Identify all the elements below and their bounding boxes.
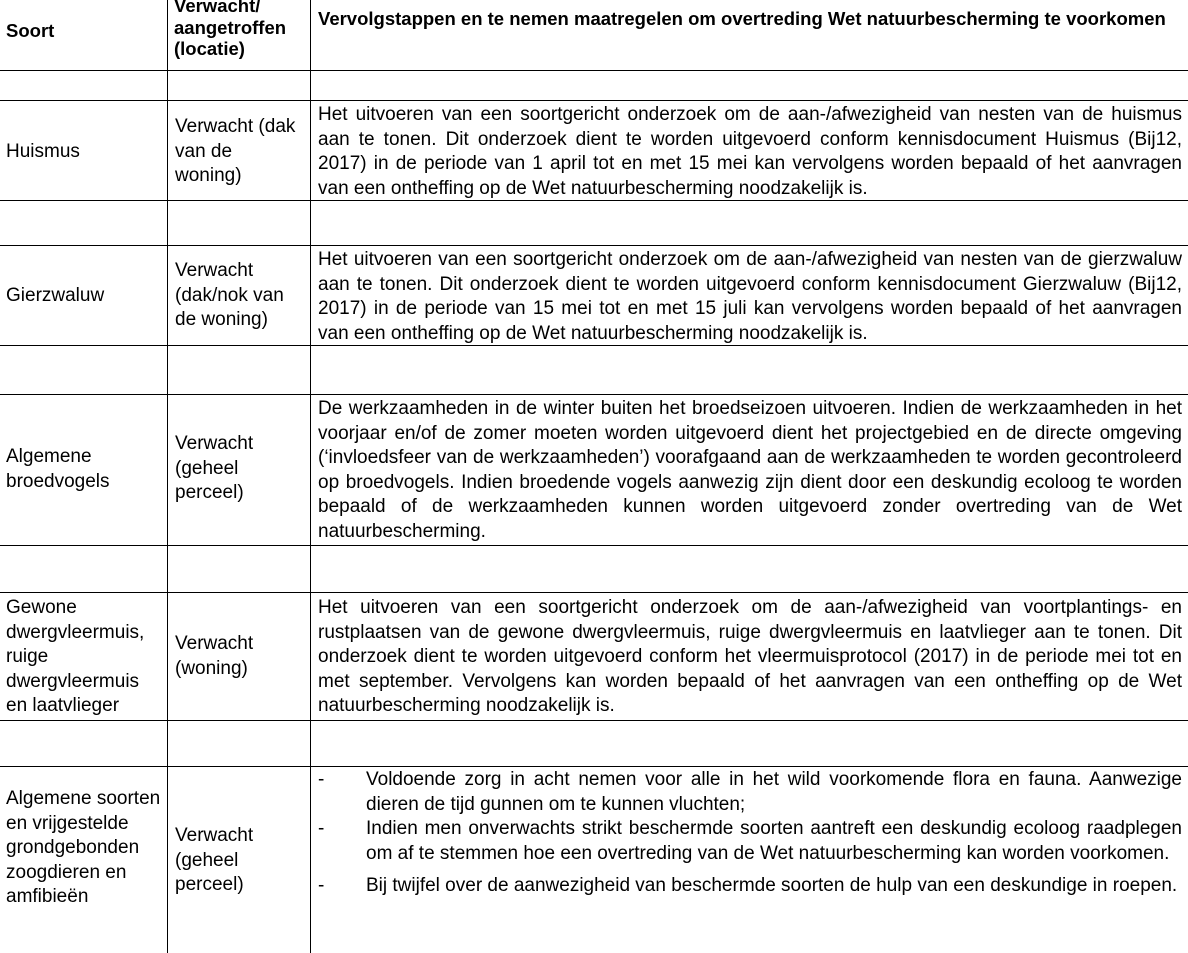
row-divider (0, 766, 1188, 767)
row-maatregel: Het uitvoeren van een soortgericht onderzoek om de aan-/afwezigheid van nesten van de huismus aan te tonen. Dit onderzoek dient te worden uitgevoerd conform kennisdocument Huismus (Bij12, 2017) in de periode van 1 april tot en met 15 mei kan vervolgens worden bepaald of het aanvragen van een ontheffing op de Wet natuurbescherming noodzakelijk is. (318, 104, 1182, 199)
row-divider (0, 592, 1188, 593)
row-locatie: Verwacht (dak van de woning) (175, 116, 296, 186)
row-maatregel: Het uitvoeren van een soortgericht onderzoek om de aan-/afwezigheid van voortplantings- en rustplaatsen van de gewone dwergvleermuis, ruige dwergvleermuis en laatvlieger aan te tonen. Dit onderzoek dient te worden uitgevoerd conform het vleermuisprotocol (2017) in de periode mei tot en met september. Vervolgens kan worden bepaald of het aanvragen van een ontheffing op de Wet natuurbescherming noodzakelijk is. (318, 597, 1182, 716)
header-locatie: Verwacht/ aangetroffen (locatie) (174, 0, 287, 59)
row-locatie: Verwacht (dak/nok van de woning) (175, 260, 284, 330)
row-locatie: Verwacht (geheel perceel) (175, 825, 254, 895)
row-locatie: Verwacht (woning) (175, 633, 254, 679)
row-maatregel: Het uitvoeren van een soortgericht onderzoek om de aan-/afwezigheid van nesten van de gierzwaluw aan te tonen. Dit onderzoek dient te worden uitgevoerd conform kennisdocument Gierzwaluw (Bij12, 2017) in de periode van 15 mei tot en met 15 juli kan vervolgens worden bepaald of het aanvragen van een ontheffing op de Wet natuurbescherming noodzakelijk is. (318, 249, 1182, 344)
list-item: - Voldoende zorg in acht nemen voor alle in het wild voorkomende flora en fauna. Aanwezige dieren de tijd gunnen om te kunnen vluchten; (318, 768, 1182, 817)
header-soort: Soort (6, 20, 55, 41)
row-divider (0, 100, 1188, 101)
row-divider (0, 545, 1188, 546)
column-divider (310, 0, 311, 953)
row-maatregel: De werkzaamheden in de winter buiten het broedseizoen uitvoeren. Indien de werkzaamheden in het voorjaar en/of de zomer moeten worden uitgevoerd dient het projectgebied en de directe omgeving (‘invloedsfeer van de werkzaamheden’) voorafgaand aan de werkzaamheden te worden gecontroleerd op broedvogels. Indien broedende vogels aanwezig zijn dient door een deskundig ecoloog te worden bepaald of de werkzaamheden kunnen worden uitgevoerd zonder overtreding van de Wet natuurbescherming. (318, 398, 1182, 542)
list-item: - Indien men onverwachts strikt beschermde soorten aantreft een deskundig ecoloog raadplegen om af te stemmen hoe een overtreding van de Wet natuurbescherming kan worden voorkomen. (318, 817, 1182, 866)
measures-list (318, 768, 1182, 900)
row-soort: Gewone dwergvleermuis, ruige dwergvleermuis en laatvlieger (6, 597, 145, 716)
row-divider (0, 70, 1188, 71)
row-soort: Gierzwaluw (6, 285, 105, 306)
row-soort: Algemene soorten en vrijgestelde grondgebonden zoogdieren en amfibieën (6, 788, 161, 907)
row-divider (0, 394, 1188, 395)
header-maatregelen: Vervolgstappen en te nemen maatregelen om overtreding Wet natuurbescherming te voorkomen (318, 8, 1166, 29)
row-soort: Algemene broedvogels (6, 446, 110, 492)
row-soort: Huismus (6, 141, 80, 162)
row-locatie: Verwacht (geheel perceel) (175, 433, 254, 503)
list-item: - Bij twijfel over de aanwezigheid van beschermde soorten de hulp van een deskundige in roepen. (318, 872, 1182, 900)
column-divider (167, 0, 168, 953)
row-divider (0, 720, 1188, 721)
row-divider (0, 245, 1188, 246)
